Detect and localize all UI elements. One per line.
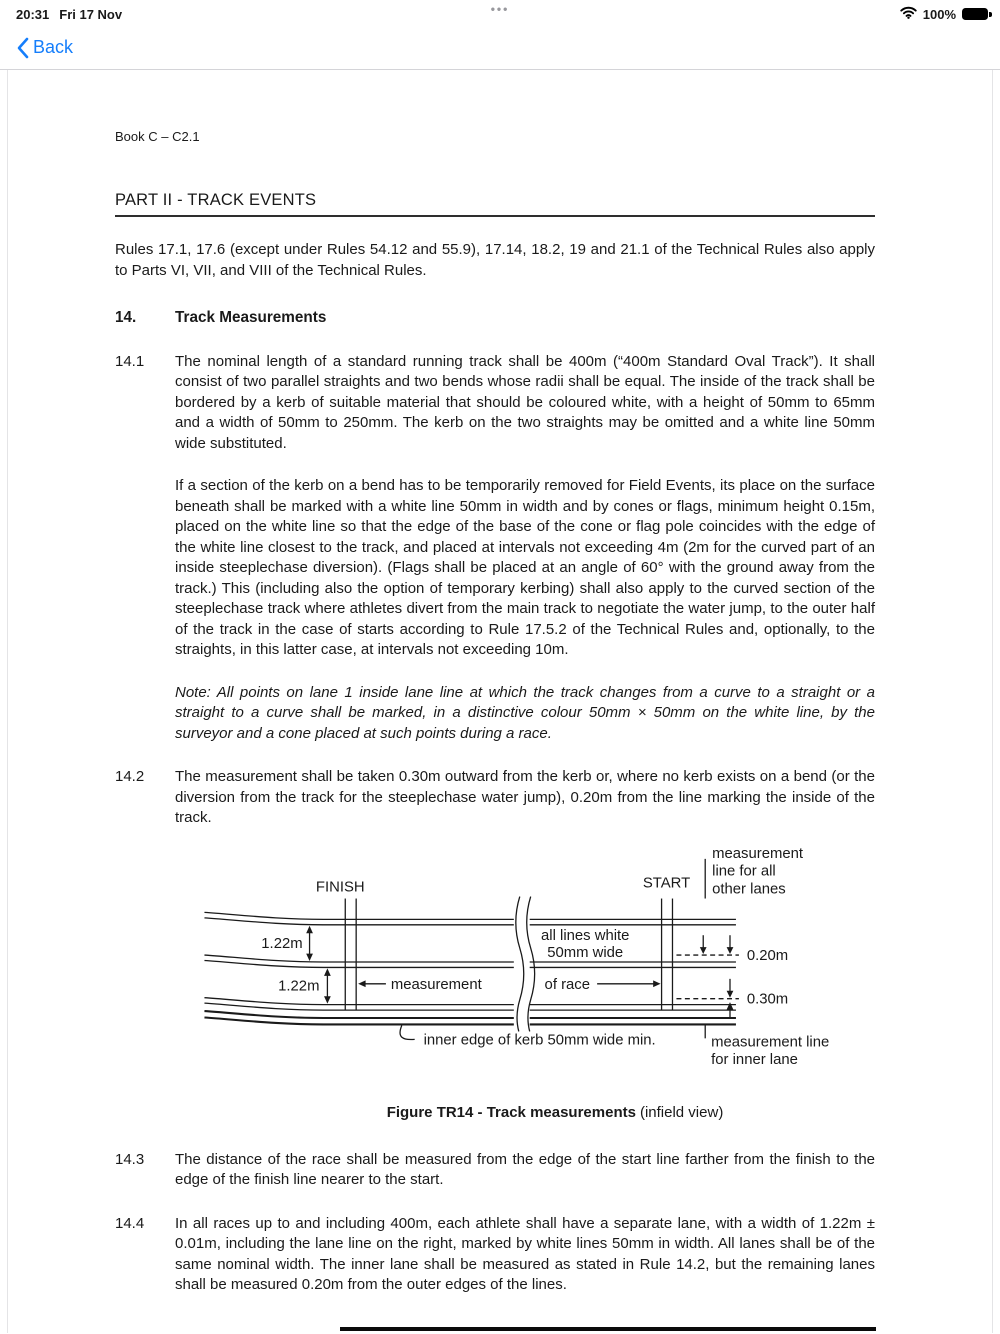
kerb-note-label: inner edge of kerb 50mm wide min. bbox=[423, 1031, 656, 1048]
rule-14-2-number: 14.2 bbox=[115, 768, 145, 785]
figure-caption-title: Figure TR14 - Track measurements bbox=[386, 1104, 636, 1121]
part-heading: PART II - TRACK EVENTS bbox=[115, 190, 875, 218]
status-left bbox=[16, 7, 122, 22]
start-label: START bbox=[642, 875, 691, 892]
back-chevron-icon bbox=[16, 37, 29, 59]
rule-14-2-paragraph-1: The measurement shall be taken 0.30m outward from the kerb or, where no kerb exists on a bend (or the diversion from the track for the steeplechase water jump), 0.20m from the line marking the inside of the track. bbox=[175, 768, 875, 826]
rule-14-4-number: 14.4 bbox=[115, 1214, 145, 1232]
status-right bbox=[900, 6, 988, 22]
rule-14-3-number: 14.3 bbox=[115, 1150, 145, 1168]
rule-14-4-body bbox=[175, 1214, 875, 1296]
rule-14-2 bbox=[115, 767, 875, 829]
book-reference: Book C – C2.1 bbox=[115, 129, 200, 144]
status-bar bbox=[0, 0, 1000, 26]
measurement-line-other-label-2: line for all bbox=[712, 863, 776, 880]
battery-icon bbox=[962, 8, 988, 20]
rule-14-3-body bbox=[175, 1150, 875, 1191]
rule-14-1-paragraph-2: If a section of the kerb on a bend has to be temporarily removed for Field Events, its place on the surface beneath shall be marked with a white line 50mm in width and by cones or flags, minimum height 0.15m, placed on the white line so that the edge of the base of the cone or flag pole coincides with the edge of the white line closest to the track, and placed at intervals not exceeding 4m (2m for the curved part of an inside steeplechase diversion). (Flags shall be placed at an angle of 60° with the ground away from the track.) This (including also the option of temporary kerbing) shall also apply to the curved section of the steeplechase track where athletes divert from the main track to negotiate the water jump, to the outer half of the track in the case of starts according to Rule 17.5.2 of the Technical Rules and, optionally, to the straights, in this latter case, at intervals not exceeding 10m. bbox=[175, 477, 875, 658]
rule-14-number: 14. bbox=[115, 309, 137, 326]
rule-14-1-number: 14.1 bbox=[115, 352, 145, 370]
rule-14-3-paragraph-1: The distance of the race shall be measured from the edge of the start line farther from the finish to the edge of the finish line nearer to the start. bbox=[175, 1150, 875, 1188]
rule-14-2-body bbox=[175, 767, 875, 829]
rule-14-title: Track Measurements bbox=[175, 309, 327, 326]
rule-14-3 bbox=[115, 1150, 875, 1191]
wifi-icon bbox=[900, 6, 917, 22]
rule-14-1-body bbox=[175, 352, 875, 745]
offset-030-label: 0.30m bbox=[746, 991, 789, 1008]
back-button[interactable] bbox=[10, 35, 79, 61]
all-lines-white-label-1: all lines white bbox=[541, 927, 630, 944]
lane-width-bottom-label: 1.22m bbox=[278, 978, 320, 995]
rule-14-1-paragraph-1: The nominal length of a standard running track shall be 400m (“400m Standard Oval Track”). It shall consist of two parallel straights and two bends whose radii shall be equal. The inside of the track shall be bordered by a kerb of suitable material that should be coloured white, with a height of 50mm to 65mm and a width of 50mm to 250mm. The kerb on the two straights may be omitted and a white line 50mm wide substituted. bbox=[175, 352, 875, 452]
app-switcher-dots-icon: ••• bbox=[490, 2, 510, 16]
figure-caption-suffix: (infield view) bbox=[639, 1104, 724, 1121]
page-footer-rule bbox=[340, 1327, 876, 1331]
of-race-label: of race bbox=[544, 976, 591, 993]
status-date: Fri 17 Nov bbox=[59, 6, 123, 22]
rule-14-1 bbox=[115, 352, 875, 745]
measurement-line-other-label-3: other lanes bbox=[712, 881, 786, 898]
all-lines-white-label-2: 50mm wide bbox=[547, 944, 624, 961]
status-time: 20:31 bbox=[16, 6, 50, 22]
intro-paragraph: Rules 17.1, 17.6 (except under Rules 54.12 and 55.9), 17.14, 18.2, 19 and 21.1 of the Technical Rules also apply to Parts VI, VII, and VIII of the Technical Rules. bbox=[115, 241, 875, 279]
finish-label: FINISH bbox=[315, 879, 365, 896]
figure-tr14-diagram bbox=[200, 843, 910, 1086]
rule-14-4-paragraph-1: In all races up to and including 400m, each athlete shall have a separate lane, with a width of 1.22m ± 0.01m, including the lane line on the right, marked by white lines 50mm in width. All lanes shall be of the same nominal width. The inner lane shall be measured as stated in Rule 14.2, but the remaining lanes shall be measured 0.20m from the outer edges of the lines. bbox=[175, 1214, 875, 1293]
measurement-line-inner-label-1: measurement line bbox=[711, 1033, 830, 1050]
document-page[interactable] bbox=[7, 70, 993, 1333]
measurement-label: measurement bbox=[390, 976, 482, 993]
rule-14-4 bbox=[115, 1214, 875, 1296]
figure-caption bbox=[200, 1103, 910, 1124]
navigation-bar bbox=[0, 26, 1000, 70]
offset-020-label: 0.20m bbox=[746, 947, 789, 964]
back-label: Back bbox=[33, 37, 74, 57]
rule-14-1-note: Note: All points on lane 1 inside lane line at which the track changes from a curve to a straight or a straight to a curve shall be marked, in a distinctive colour 50mm × 50mm on the white line, by the surveyor and a cone placed at such points during a race. bbox=[175, 683, 875, 742]
lane-width-top-label: 1.22m bbox=[261, 935, 303, 952]
measurement-line-inner-label-2: for inner lane bbox=[711, 1051, 798, 1068]
rule-14-heading bbox=[115, 308, 875, 329]
battery-percent: 100% bbox=[922, 6, 956, 22]
measurement-line-other-label-1: measurement bbox=[712, 845, 804, 862]
